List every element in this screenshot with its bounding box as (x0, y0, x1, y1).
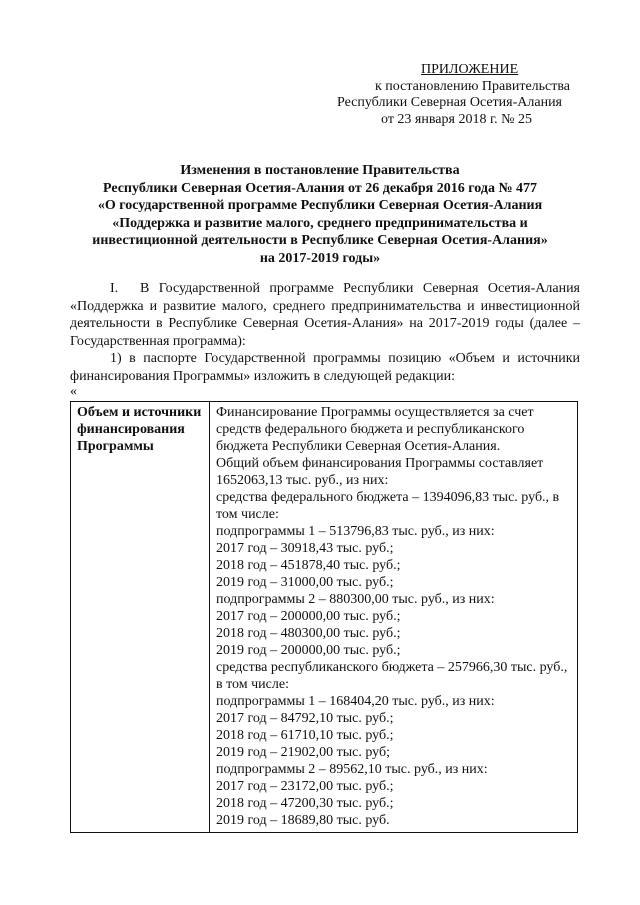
appendix-line-1: к постановлению Правительства (375, 78, 571, 94)
financing-line: 2018 год – 480300,00 тыс. руб.; (216, 626, 401, 641)
financing-line: 2018 год – 47200,30 тыс. руб.; (216, 796, 394, 811)
appendix-line-2: Республики Северная Осетия-Алания (337, 95, 562, 110)
paragraph-1-text: В Государственной программе Республики Северная Осетия-Алания «Поддержка и развитие малого, среднего предпринимательства и инвестиционной деятельности в Республике Северная Осетия-Алания» на 2017-2019 годы (далее – Государственная программа): (70, 281, 580, 349)
document-title (70, 162, 570, 267)
financing-line: 2018 год – 61710,10 тыс. руб.; (216, 728, 394, 743)
financing-line: 2017 год – 200000,00 тыс. руб.; (216, 609, 401, 624)
table-right-content (210, 402, 578, 833)
table-left-header: Объем и источники финансирования Программы (71, 402, 210, 833)
title-line-4: «Поддержка и развитие малого, среднего предпринимательства и (112, 215, 528, 231)
open-quote: « (70, 384, 77, 399)
appendix-title: ПРИЛОЖЕНИЕ (421, 62, 519, 77)
financing-line: 2019 год – 31000,00 тыс. руб.; (216, 575, 394, 590)
financing-line: 2019 год – 21902,00 тыс. руб; (216, 745, 390, 760)
title-line-1: Изменения в постановление Правительства (180, 163, 460, 178)
title-line-2: Республики Северная Осетия-Алания от 26 декабря 2016 года № 477 (102, 180, 538, 196)
financing-line: Финансирование Программы осуществляется за счет средств федерального бюджета и республиканского бюджета Республики Северная Осетия-Алания. (216, 405, 534, 454)
title-line-3: «О государственной программе Республики Северная Осетия-Алания (97, 198, 543, 213)
financing-line: 2017 год – 84792,10 тыс. руб.; (216, 711, 394, 726)
financing-line: 2017 год – 30918,43 тыс. руб.; (216, 541, 394, 556)
table-row (71, 402, 578, 833)
financing-line: 2017 год – 23172,00 тыс. руб.; (216, 779, 394, 794)
financing-line: 2019 год – 200000,00 тыс. руб.; (216, 643, 401, 658)
financing-line: 2018 год – 451878,40 тыс. руб.; (216, 558, 401, 573)
financing-line: подпрограммы 2 – 880300,00 тыс. руб., из них: (216, 592, 495, 607)
financing-line: подпрограммы 2 – 89562,10 тыс. руб., из них: (216, 762, 488, 777)
title-line-5: инвестиционной деятельности в Республике Северная Осетия-Алания» (92, 233, 548, 248)
financing-table (70, 401, 578, 833)
financing-line: подпрограммы 1 – 513796,83 тыс. руб., из них: (216, 524, 495, 539)
financing-line: подпрограммы 1 – 168404,20 тыс. руб., из них: (216, 694, 495, 709)
paragraph-1-number: I. (110, 281, 119, 296)
financing-line: Общий объем финансирования Программы составляет 1652063,13 тыс. руб., из них: (216, 456, 544, 488)
document-body (70, 280, 580, 399)
paragraph-1 (70, 280, 580, 350)
appendix-line-3: от 23 января 2018 г. № 25 (381, 111, 532, 127)
paragraph-2: 1) в паспорте Государственной программы позицию «Объем и источники финансирования Программы» изложить в следующей редакции: (70, 351, 580, 384)
financing-line: 2019 год – 18689,80 тыс. руб. (216, 813, 390, 828)
title-line-6: на 2017-2019 годы» (259, 250, 381, 266)
financing-line: средства республиканского бюджета – 257966,30 тыс. руб., в том числе: (216, 660, 568, 692)
appendix-header (300, 62, 580, 128)
financing-line: средства федерального бюджета – 1394096,83 тыс. руб., в том числе: (216, 490, 560, 522)
